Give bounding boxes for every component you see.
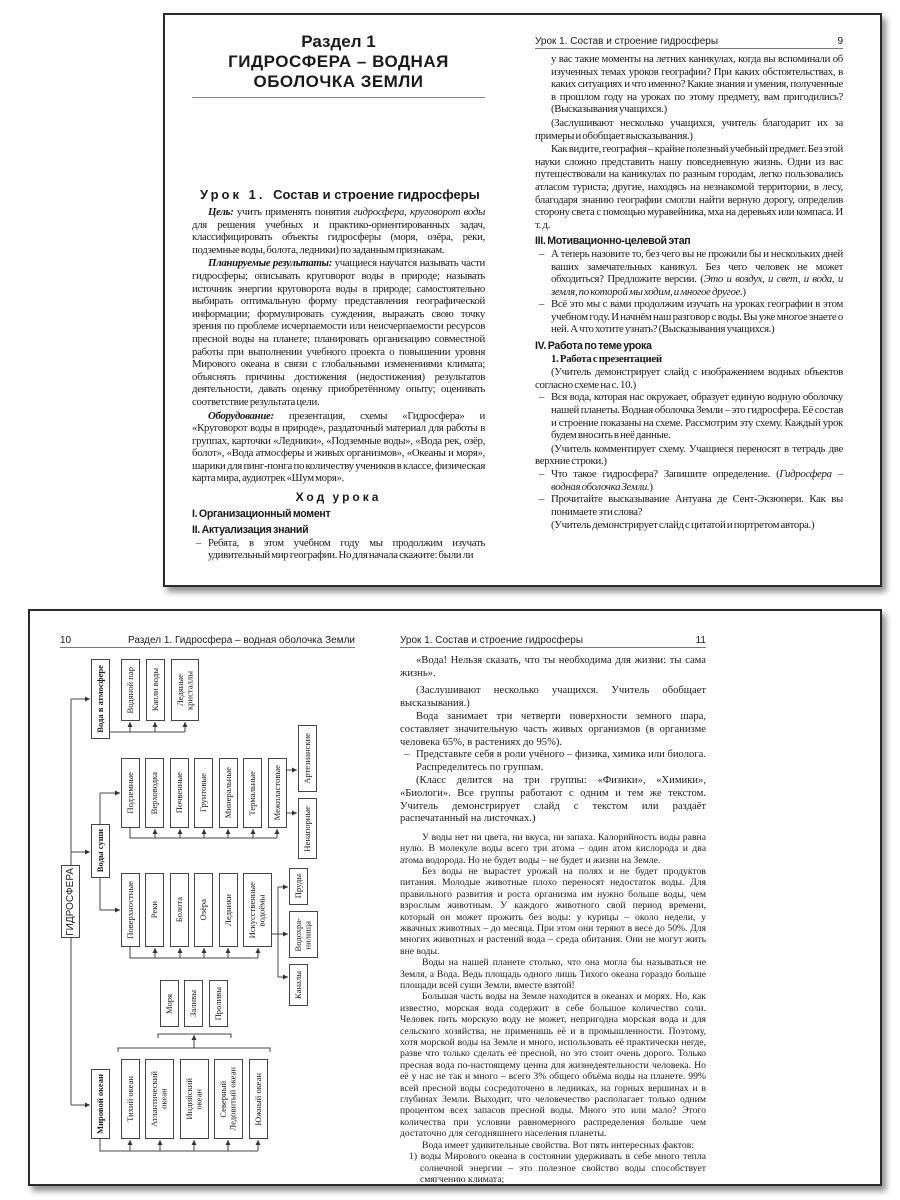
paragraph xyxy=(400,775,706,825)
section-heading xyxy=(535,353,843,366)
paragraph xyxy=(400,991,706,1139)
text-run: ) xyxy=(649,480,653,493)
box-label: Моря xyxy=(163,993,174,1014)
land-water-box xyxy=(91,824,110,878)
underground-box xyxy=(121,758,140,828)
paragraph xyxy=(535,468,843,493)
section-heading xyxy=(535,235,843,248)
sea-part-item xyxy=(184,980,203,1027)
world-ocean-box xyxy=(91,1069,110,1139)
text-run: для решения учебных и практико-ориентированных задач, классифицировать объекты гидросферы (моря, озёра, реки, подземные воды, болота, ледники) по заданным признакам. xyxy=(192,218,485,256)
box-label: Артезианские xyxy=(301,733,312,784)
artificial-item xyxy=(289,964,308,1006)
paragraph xyxy=(535,248,843,298)
italic-text: гидросфера xyxy=(353,206,405,218)
underground-item xyxy=(194,758,213,828)
paragraph xyxy=(400,749,706,774)
section-heading xyxy=(192,508,485,521)
text-run: I. Организационный момент xyxy=(192,507,331,520)
box-label: Водохра- нилища xyxy=(293,917,313,952)
section-label: Раздел 1 xyxy=(301,32,376,51)
text-run: Представьте себя в роли учёного – физика, химика или биолога. Распределитесь по группам. xyxy=(416,749,706,773)
interstratal-item xyxy=(298,798,317,859)
paragraph xyxy=(535,143,843,231)
text-run: IV. Работа по теме урока xyxy=(535,340,652,353)
text-run: У воды нет ни цвета, ни вкуса, ни запаха. Калорийность воды равна нулю. В молекуле воды всего три атома – один атом кислорода и два атома водорода. Но не будет воды – не будет и жизни на Земле. xyxy=(400,831,706,866)
text-run: II. Актуализация знаний xyxy=(192,524,309,537)
dash-bullet: – xyxy=(404,749,410,761)
box-label: Ледники xyxy=(222,894,233,926)
box-label: Капли воды xyxy=(149,668,160,712)
atmosphere-item xyxy=(146,659,165,721)
page-number: 9 xyxy=(837,36,843,47)
text-run: 1) воды Мирового океана в состоянии удерживать в себе много тепла солнечной энергии – это полезное свойство воды способствует смягчению климата; xyxy=(409,1151,706,1185)
text-run: 1. Работа с презентацией xyxy=(551,352,662,365)
underground-item xyxy=(170,758,189,828)
underground-item xyxy=(268,758,287,828)
box-label: Искусственные водоёмы xyxy=(247,881,267,939)
text-run: (Заслушивают несколько учащихся. Учитель обобщает высказывания.) xyxy=(400,685,706,709)
section-heading xyxy=(192,491,485,504)
underground-item xyxy=(219,758,238,828)
text-run: Большая часть воды на Земле находится в океанах и морях. Но, как известно, морская вода содержит в себе большое количество соли. Человек пить морскую воду не может, непригодна морская вода и для сельского хозяйства, не применишь её и в промышленности. Поэтому, хотя морской воды на Земле и много, использовать её практически негде, разве что только сделать её пресной, но это стоит очень дорого. Только пресная вода по-настоящему ценна для жизнедеятельности человека. Но её у нас не так и много – всего 3% общего объёма воды на планете. 99% всей пресной воды сосредоточено в ледниках, на горных вершинах и в глубинах Земли. Выходит, что человечество располагает только одним процентом всех запасов пресной воды. Много это или мало? Этого количества при условии равномерного распределения больше чем достаточно для сегодняшнего населения планеты. xyxy=(400,991,706,1140)
box-label: Поверхностные xyxy=(124,881,135,939)
box-label: Межпластовые xyxy=(271,765,282,821)
sea-part-item xyxy=(160,980,179,1027)
box-label: Водяной пар xyxy=(124,666,135,714)
box-label: Озёра xyxy=(197,899,208,921)
box-label: Ненапорные xyxy=(301,805,312,852)
paragraph xyxy=(535,443,843,468)
paragraph xyxy=(400,832,706,866)
box-label: Почвенные xyxy=(173,772,184,814)
box-label: Индийский океан xyxy=(184,1078,204,1120)
running-header: Раздел 1. Гидросфера – водная оболочка Земли xyxy=(128,635,355,646)
running-header: Урок 1. Состав и строение гидросферы xyxy=(535,36,719,47)
page-11-header xyxy=(400,635,706,648)
page-number: 10 xyxy=(60,635,72,646)
page-number: 11 xyxy=(695,635,706,646)
surface-item xyxy=(145,873,164,947)
box-label: Мировой океан xyxy=(94,1073,105,1134)
dash-bullet: – xyxy=(539,468,545,480)
paragraph xyxy=(400,711,706,749)
paragraph xyxy=(192,206,485,256)
surface-item xyxy=(243,873,272,947)
paragraph xyxy=(192,257,485,408)
paragraph xyxy=(400,866,706,957)
dash-bullet: – xyxy=(539,247,545,260)
box-label: Воды суши xyxy=(94,829,105,873)
text-run: , xyxy=(404,206,410,218)
box-label: Пруды xyxy=(292,874,303,899)
text-run: «Вода! Нельзя сказать, что ты необходима для жизни: ты сама жизнь». xyxy=(400,655,706,679)
atmosphere-box xyxy=(91,659,110,739)
italic-text: Это и воздух, и свет, и вода, и земля, по которой мы ходим, и многое другое. xyxy=(551,273,843,298)
term-label: Планируемые результаты: xyxy=(208,257,333,270)
underground-item xyxy=(243,758,262,828)
box-label: Каналы xyxy=(292,971,303,999)
paragraph xyxy=(535,519,843,532)
box-label: Подземные xyxy=(124,772,135,814)
text-run: презентация, схемы «Гидросфера» и «Круговорот воды в природе», раздаточный материал для работы в группах, карточки «Ледники», «Подземные воды», «Вода рек, озёр, болот», «Вода атмосферы и живых организмов», «Океаны и моря», шарики для пинг-понга по количеству учеников в классе, физическая карта мира, аудиотрек «Шум моря». xyxy=(192,409,485,485)
box-label: Минеральные xyxy=(222,767,233,819)
section-heading xyxy=(535,340,843,353)
surface-box xyxy=(121,873,140,947)
box-label: Южный океан xyxy=(252,1072,263,1126)
lesson-title xyxy=(200,187,490,202)
box-label: Грунтовые xyxy=(197,773,208,813)
dash-bullet: – xyxy=(539,298,545,311)
text-run: Ребята, в этом учебном году мы продолжим изучать удивительный мир географии. Но для начала скажите: были ли xyxy=(208,536,485,562)
box-label: Болота xyxy=(173,897,184,923)
text-run: Что такое гидросфера? Запишите определение. ( xyxy=(551,468,780,480)
ocean-item xyxy=(180,1059,209,1139)
paragraph xyxy=(400,685,706,710)
dash-bullet: – xyxy=(539,391,545,404)
text-run: Воды на нашей планете столько, что она могла бы называться не Земля, а Вода. Ведь площадь одного лишь Тихого океана гораздо больше площади всей суши Земли, вместе взятой! xyxy=(400,957,706,991)
text-run: III. Мотивационно-целевой этап xyxy=(535,235,691,248)
box-label: Проливы xyxy=(212,986,223,1021)
text-run: Прочитайте высказывание Антуана де Сент-Экзюпери. Как вы понимаете эти слова? xyxy=(551,493,843,518)
ocean-item xyxy=(214,1059,243,1139)
surface-item xyxy=(170,873,189,947)
interstratal-item xyxy=(298,725,317,792)
artificial-item xyxy=(289,868,308,905)
paragraph xyxy=(400,1140,706,1151)
text-run: (Класс делится на три группы: «Физики», «Химики», «Биологи». Все группы работают с одним и тем же текстом. Учитель демонстрирует слайд с текстом или раздаёт распечатанный на листочках.) xyxy=(400,775,706,825)
box-label: Атлантический океан xyxy=(149,1071,169,1127)
box-label: Термальные xyxy=(246,770,257,816)
text-run: Как видите, география – крайне полезный учебный предмет. Без этой науки сложно представить нашу повседневную жизнь. Одни из вас путешествовали на каникулах по разным городам, легко пользовались атласом туриста; другие, находясь на незнакомой территории, в лесу, благодаря знанию географии смогли найти верную дорогу, определив сторону света с помощью муравейника, мха на деревьях или компаса. И т. д. xyxy=(535,143,843,231)
sea-part-item xyxy=(209,980,228,1027)
section-heading xyxy=(192,524,485,537)
page-11-body xyxy=(400,654,706,1185)
text-run: Вода имеет удивительные свойства. Вот пять интересных фактов: xyxy=(422,1139,694,1151)
text-run: (Заслушивают несколько учащихся, учитель благодарит их за примеры и обобщает высказывания.) xyxy=(535,116,843,142)
underground-item xyxy=(145,758,164,828)
term-label: Цель: xyxy=(208,206,234,218)
text-run: Вода занимает три четверти поверхности земного шара, составляет значительную часть живых организмов (в организме человека 65%, в растениях до 95%). xyxy=(400,711,706,748)
paragraph xyxy=(400,655,706,680)
box-label: Ледяные кристаллы xyxy=(174,670,194,710)
section-title xyxy=(192,32,485,92)
paragraph xyxy=(535,117,843,142)
paragraph xyxy=(400,957,706,991)
page-8-body xyxy=(192,205,485,562)
atmosphere-item xyxy=(121,659,140,721)
term-label: Оборудование: xyxy=(208,409,274,422)
ocean-item xyxy=(121,1059,140,1139)
paragraph xyxy=(192,410,485,486)
box-label: Заливы xyxy=(187,990,198,1017)
paragraph xyxy=(400,1151,706,1185)
lesson-name: Состав и строение гидросферы xyxy=(273,187,480,202)
box-label: Реки xyxy=(148,901,159,919)
text-run: учащиеся научатся называть части гидросферы; описывать круговорот воды в природе; называть источник энергии круговорота воды в природе; самостоятельно выбирать оптимальную форму представления географической информации; формулировать суждения, выражать свою точку зрения по проблеме исчерпаемости или неисчерпаемости ресурсов пресной воды на планете; планировать организацию совместной работы при выполнении учебного проекта о повышении уровня Мирового океана в связи с глобальными изменениями климата; объяснять причины достижения (недостижения) результатов деятельности, давать оценку приобретённому опыту; оценивать соответствие результата цели. xyxy=(192,257,485,408)
running-header: Урок 1. Состав и строение гидросферы xyxy=(400,635,584,646)
ocean-item xyxy=(145,1059,174,1139)
paragraph xyxy=(535,391,843,441)
dash-bullet: – xyxy=(539,493,545,506)
page-9-body xyxy=(535,53,843,532)
artificial-item xyxy=(289,911,318,958)
text-run: ) xyxy=(742,285,746,298)
text-run: Ход урока xyxy=(295,490,382,505)
surface-item xyxy=(194,873,213,947)
paragraph xyxy=(535,298,843,336)
diagram-root-box xyxy=(61,865,80,938)
surface-item xyxy=(219,873,238,947)
divider xyxy=(192,97,485,98)
section-heading: ГИДРОСФЕРА – ВОДНАЯ ОБОЛОЧКА ЗЕМЛИ xyxy=(228,52,449,91)
page-10-header xyxy=(60,635,355,648)
paragraph xyxy=(192,537,485,562)
box-label: Тихий океан xyxy=(124,1076,135,1122)
paragraph xyxy=(535,493,843,518)
text-run: Всё это мы с вами продолжим изучать на уроках географии в этом учебном году. И начнём наш разговор с воды. Вы уже многое знаете о ней. А что хотите узнать? (Высказывания учащихся.) xyxy=(551,298,843,336)
page-9-header xyxy=(535,36,843,49)
paragraph xyxy=(535,366,843,391)
paragraph xyxy=(535,53,843,116)
text-run: (Учитель комментирует схему. Учащиеся переносят в тетрадь две верхние строки.) xyxy=(535,442,843,468)
dash-bullet: – xyxy=(196,536,202,549)
text-run: учить применять понятия xyxy=(233,206,354,218)
text-run: у вас такие моменты на летних каникулах, когда вы вспоминали об изученных темах уроков географии? При каких обстоятельствах, в каких ситуациях и что именно? Какие знания и умения, полученные в прошлом году на уроках по этому предмету, вам пригодились? (Высказывания учащихся.) xyxy=(551,53,843,116)
atmosphere-item xyxy=(171,659,199,721)
text-run: Без воды не вырастет урожай на полях и не будет продуктов питания. Молодые животные плохо переносят недостаток воды. Для правильного развития и роста организма им нужно больше воды, чем взрослым животным. У каждого животного свой период времени, который он может прожить без воды: у курицы – около недели, у жвачных животных – до месяца. При этом они теряют в весе до 50%. Для многих животных и растений вода – среда обитания. Они не могут жить вне воды. xyxy=(400,865,706,957)
box-label: Верховодка xyxy=(148,771,159,815)
italic-text: Гидросфера – водная оболочка Земли. xyxy=(551,468,843,493)
text-run: А теперь назовите то, без чего вы не прожили бы и нескольких дней ваших замечательных каникул. Без чего человек не может обходиться? Предложите версии. ( xyxy=(551,247,843,286)
lesson-number: Урок 1. xyxy=(200,187,266,202)
text-run: Вся вода, которая нас окружает, образует единую водную оболочку нашей планеты. Водная оболочка Земли – это гидросфера. Её состав и строение показаны на схеме. Рассмотрим эту схему. Каждый урок будем вносить в неё данные. xyxy=(551,391,843,442)
text-run: (Учитель демонстрирует слайд с цитатой и портретом автора.) xyxy=(551,519,815,532)
box-label: Вода в атмосфере xyxy=(94,665,105,733)
ocean-item xyxy=(249,1059,268,1139)
box-label: ГИДРОСФЕРА xyxy=(64,867,76,936)
italic-text: круговорот воды xyxy=(409,206,485,218)
text-run: (Учитель демонстрирует слайд с изображением водных объектов согласно схеме на с. 10.) xyxy=(535,366,843,391)
box-label: Северный Ледовитый океан xyxy=(218,1067,238,1131)
